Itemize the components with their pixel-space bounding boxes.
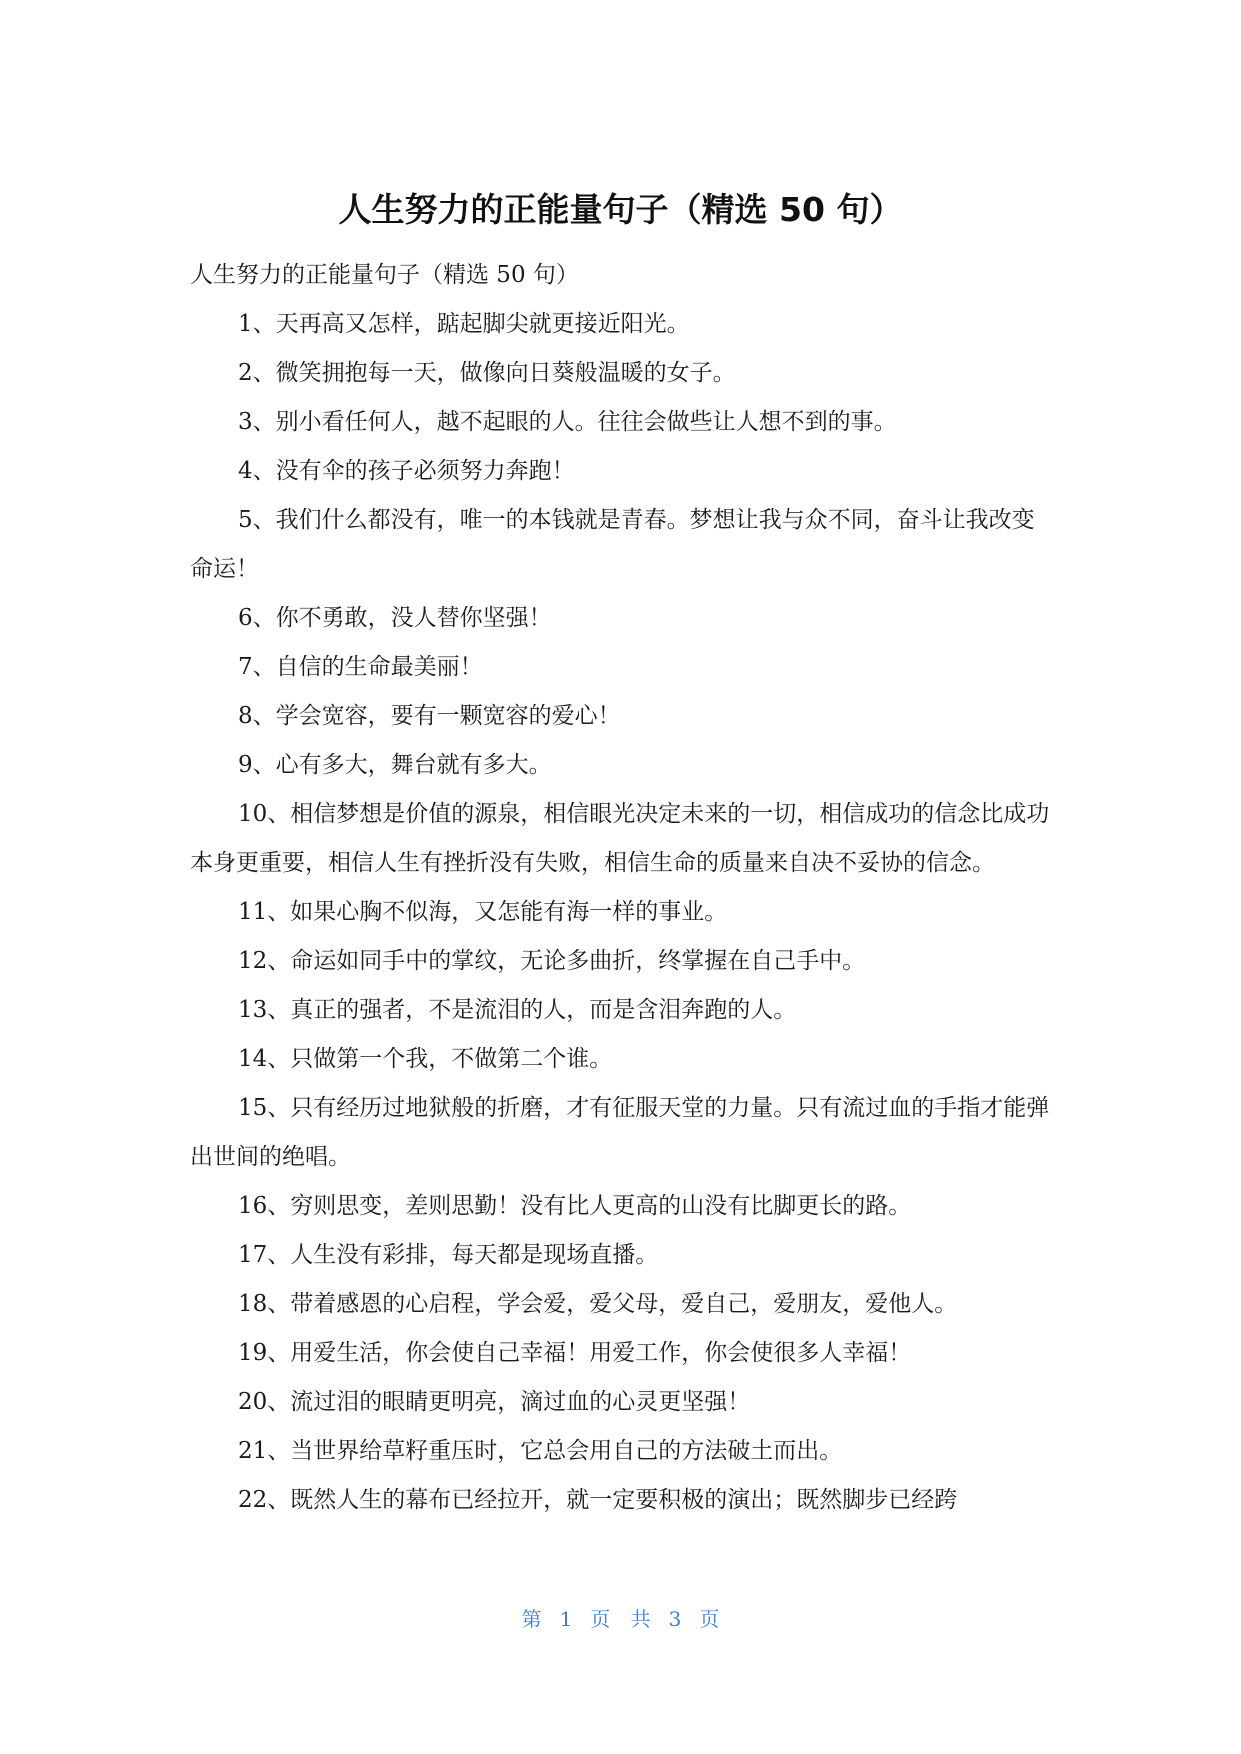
list-item: 21、当世界给草籽重压时，它总会用自己的方法破土而出。 (238, 1438, 843, 1464)
list-item: 16、穷则思变，差则思勤！没有比人更高的山没有比脚更长的路。 (238, 1193, 912, 1219)
list-item: 12、命运如同手中的掌纹，无论多曲折，终掌握在自己手中。 (238, 948, 866, 974)
list-item: 8、学会宽容，要有一颗宽容的爱心！ (238, 703, 621, 729)
list-item: 2、微笑拥抱每一天，做像向日葵般温暖的女子。 (238, 360, 736, 386)
list-item: 13、真正的强者，不是流泪的人，而是含泪奔跑的人。 (238, 997, 797, 1023)
footer-total-pages: 3 (668, 1607, 682, 1631)
list-item: 18、带着感恩的心启程，学会爱，爱父母，爱自己，爱朋友，爱他人。 (238, 1291, 958, 1317)
list-item: 20、流过泪的眼睛更明亮，滴过血的心灵更坚强！ (238, 1389, 751, 1415)
list-item: 9、心有多大，舞台就有多大。 (238, 752, 552, 778)
list-item: 19、用爱生活，你会使自己幸福！用爱工作，你会使很多人幸福！ (238, 1340, 912, 1366)
list-item: 14、只做第一个我，不做第二个谁。 (238, 1046, 613, 1072)
list-item: 6、你不勇敢，没人替你坚强！ (238, 605, 552, 631)
footer-current-page: 1 (559, 1607, 573, 1631)
list-item: 5、我们什么都没有，唯一的本钱就是青春。梦想让我与众不同，奋斗让我改变命运！ (190, 507, 1035, 582)
list-item: 1、天再高又怎样，踮起脚尖就更接近阳光。 (238, 311, 690, 337)
list-item: 4、没有伞的孩子必须努力奔跑！ (238, 458, 575, 484)
list-item: 11、如果心胸不似海，又怎能有海一样的事业。 (238, 899, 728, 925)
list-item: 17、人生没有彩排，每天都是现场直播。 (238, 1242, 659, 1268)
footer-label-of: 页 共 (590, 1607, 651, 1631)
list-item: 22、既然人生的幕布已经拉开，就一定要积极的演出；既然脚步已经跨 (238, 1487, 958, 1513)
list-item: 3、别小看任何人，越不起眼的人。往往会做些让人想不到的事。 (238, 409, 897, 435)
document-subtitle: 人生努力的正能量句子（精选 50 句） (190, 262, 579, 288)
page-footer (0, 1604, 1241, 1634)
document-body (190, 251, 1056, 1525)
document-title: 人生努力的正能量句子（精选 50 句） (338, 190, 903, 229)
footer-label-page: 第 (521, 1607, 542, 1631)
list-item: 10、相信梦想是价值的源泉，相信眼光决定未来的一切，相信成功的信念比成功本身更重要，相信人生有挫折没有失败，相信生命的质量来自决不妥协的信念。 (190, 801, 1050, 876)
list-item: 7、自信的生命最美丽！ (238, 654, 483, 680)
list-item: 15、只有经历过地狱般的折磨，才有征服天堂的力量。只有流过血的手指才能弹出世间的绝唱。 (190, 1095, 1050, 1170)
footer-label-end: 页 (699, 1607, 720, 1631)
